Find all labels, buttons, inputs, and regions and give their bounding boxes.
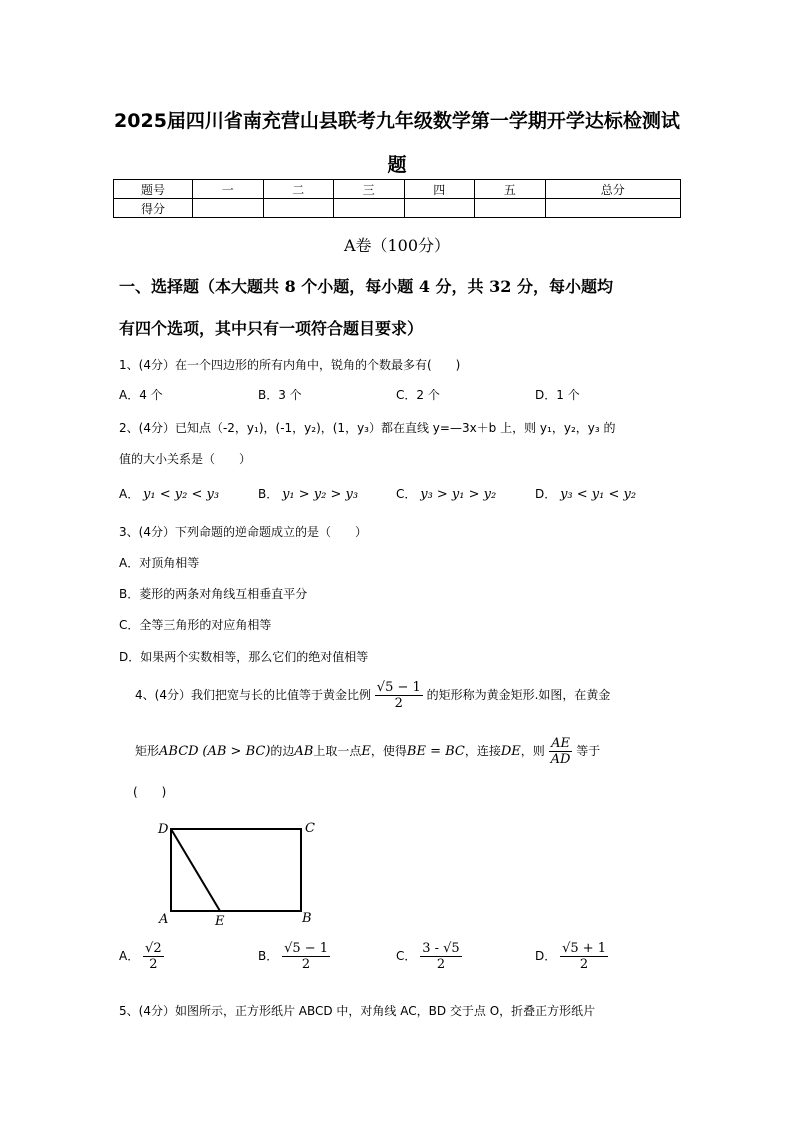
q3-option-b[interactable]: B．菱形的两条对角线互相垂直平分 bbox=[119, 587, 308, 601]
option-letter: A． bbox=[119, 949, 140, 963]
fraction-numerator: √2 bbox=[145, 941, 162, 956]
q4-math: AB bbox=[294, 744, 314, 759]
q4-math: (AB > BC) bbox=[202, 744, 271, 759]
question-5: 5、(4分）如图所示，正方形纸片 ABCD 中，对角线 AC，BD 交于点 O，折叠正方形纸片 bbox=[119, 1004, 596, 1018]
label-d: D bbox=[158, 822, 169, 837]
option-expression: y₃ > y₁ > y₂ bbox=[420, 487, 497, 502]
fraction-denominator: 2 bbox=[436, 957, 446, 972]
q3-option-c[interactable]: C．全等三角形的对应角相等 bbox=[119, 618, 272, 632]
section-heading-line-2: 有四个选项，其中只有一项符合题目要求） bbox=[119, 319, 424, 338]
q2-option-a[interactable] bbox=[119, 485, 219, 502]
q4-math: ABCD bbox=[159, 744, 199, 759]
header-cell: 三 bbox=[334, 180, 405, 199]
score-table-header-row bbox=[114, 180, 681, 199]
q4-option-c[interactable] bbox=[396, 941, 462, 972]
option-fraction bbox=[420, 941, 461, 972]
q4-text: 4、(4分）我们把宽与长的比值等于黄金比例 bbox=[135, 688, 371, 702]
title-line-1: 2025届四川省南充营山县联考九年级数学第一学期开学达标检测试 bbox=[114, 110, 680, 132]
title-line-2: 题 bbox=[387, 154, 407, 176]
q2-option-d[interactable] bbox=[535, 485, 636, 502]
fraction-numerator: √5 − 1 bbox=[284, 941, 329, 956]
option-letter: B． bbox=[258, 487, 279, 501]
label-c: C bbox=[305, 821, 315, 836]
option-expression: y₃ < y₁ < y₂ bbox=[560, 487, 637, 502]
q3-option-a[interactable]: A．对顶角相等 bbox=[119, 556, 200, 570]
section-heading-line-1: 一、选择题（本大题共 8 个小题，每小题 4 分，共 32 分，每小题均 bbox=[119, 277, 613, 296]
fraction-denominator: 2 bbox=[579, 957, 589, 972]
q4-text: ，连接 bbox=[464, 744, 501, 758]
q4-text: 的矩形称为黄金矩形.如图，在黄金 bbox=[426, 688, 611, 702]
q4-math: BE = BC bbox=[406, 744, 465, 759]
q4-text: ，则 bbox=[520, 744, 545, 758]
label-a: A bbox=[159, 912, 169, 927]
score-cell[interactable] bbox=[475, 199, 546, 218]
option-letter: B． bbox=[258, 949, 279, 963]
option-fraction bbox=[560, 941, 608, 972]
score-table bbox=[113, 179, 681, 218]
score-cell[interactable] bbox=[404, 199, 475, 218]
q1-option-d[interactable]: D．1 个 bbox=[535, 388, 580, 402]
option-expression: y₁ < y₂ < y₃ bbox=[143, 487, 220, 502]
q4-text: 上取一点 bbox=[313, 744, 362, 758]
fraction-numerator: √5 + 1 bbox=[562, 941, 607, 956]
score-cell[interactable] bbox=[545, 199, 681, 218]
q2-option-b[interactable] bbox=[258, 485, 358, 502]
header-cell: 五 bbox=[475, 180, 546, 199]
golden-ratio-fraction bbox=[375, 680, 423, 711]
option-letter: A． bbox=[119, 487, 140, 501]
q4-text: 矩形 bbox=[135, 744, 160, 758]
q4-option-d[interactable] bbox=[535, 941, 608, 972]
option-letter: C． bbox=[396, 487, 417, 501]
fraction-denominator: 2 bbox=[394, 696, 403, 711]
option-letter: C． bbox=[396, 949, 417, 963]
question-3: 3、(4分）下列命题的逆命题成立的是（ ） bbox=[119, 525, 367, 539]
header-cell: 四 bbox=[404, 180, 475, 199]
q4-option-a[interactable] bbox=[119, 941, 164, 972]
question-4-line-2 bbox=[135, 736, 600, 767]
fraction-denominator: AD bbox=[550, 752, 571, 767]
option-fraction bbox=[282, 941, 330, 972]
q4-text: ，使得 bbox=[370, 744, 407, 758]
option-letter: D． bbox=[535, 949, 557, 963]
ask-fraction bbox=[549, 736, 573, 767]
fraction-denominator: 2 bbox=[149, 957, 158, 972]
q1-option-a[interactable]: A．4 个 bbox=[119, 388, 163, 402]
header-cell: 一 bbox=[193, 180, 264, 199]
golden-rectangle-figure bbox=[150, 815, 335, 930]
q1-option-b[interactable]: B．3 个 bbox=[258, 388, 302, 402]
option-expression: y₁ > y₂ > y₃ bbox=[282, 487, 359, 502]
q3-option-d[interactable]: D．如果两个实数相等，那么它们的绝对值相等 bbox=[119, 650, 369, 664]
score-cell[interactable] bbox=[263, 199, 334, 218]
q4-option-b[interactable] bbox=[258, 941, 330, 972]
label-e: E bbox=[215, 914, 225, 929]
option-letter: D． bbox=[535, 487, 557, 501]
question-1: 1、(4分）在一个四边形的所有内角中，锐角的个数最多有( ) bbox=[119, 358, 461, 372]
question-4-line-1 bbox=[135, 680, 610, 711]
header-cell: 总分 bbox=[545, 180, 681, 199]
fraction-numerator: 3 - √5 bbox=[422, 941, 460, 956]
score-table-score-row bbox=[114, 199, 681, 218]
q2-option-c[interactable] bbox=[396, 485, 496, 502]
question-2-line-2: 值的大小关系是（ ） bbox=[119, 452, 252, 466]
label-b: B bbox=[302, 911, 312, 926]
fraction-numerator: √5 − 1 bbox=[376, 680, 421, 695]
segment-de bbox=[171, 829, 220, 911]
score-cell[interactable] bbox=[193, 199, 264, 218]
header-cell: 题号 bbox=[114, 180, 193, 199]
volume-label: A卷（100分） bbox=[343, 236, 451, 255]
question-2-line-1: 2、(4分）已知点（-2，y₁)，(-1，y₂)，(1，y₃）都在直线 y=—3x＋b 上，则 y₁，y₂，y₃ 的 bbox=[119, 421, 616, 435]
option-fraction bbox=[143, 941, 164, 972]
row-label-cell: 得分 bbox=[114, 199, 193, 218]
q1-option-c[interactable]: C．2 个 bbox=[396, 388, 440, 402]
q4-text: 等于 bbox=[576, 744, 601, 758]
q4-math: E bbox=[361, 744, 371, 759]
rectangle-abcd bbox=[171, 829, 301, 911]
q4-math: DE bbox=[500, 744, 521, 759]
fraction-denominator: 2 bbox=[301, 957, 311, 972]
fraction-numerator: AE bbox=[549, 736, 573, 752]
score-cell[interactable] bbox=[334, 199, 405, 218]
question-4-line-3: ( ) bbox=[133, 785, 167, 799]
q4-text: 的边 bbox=[270, 744, 295, 758]
header-cell: 二 bbox=[263, 180, 334, 199]
